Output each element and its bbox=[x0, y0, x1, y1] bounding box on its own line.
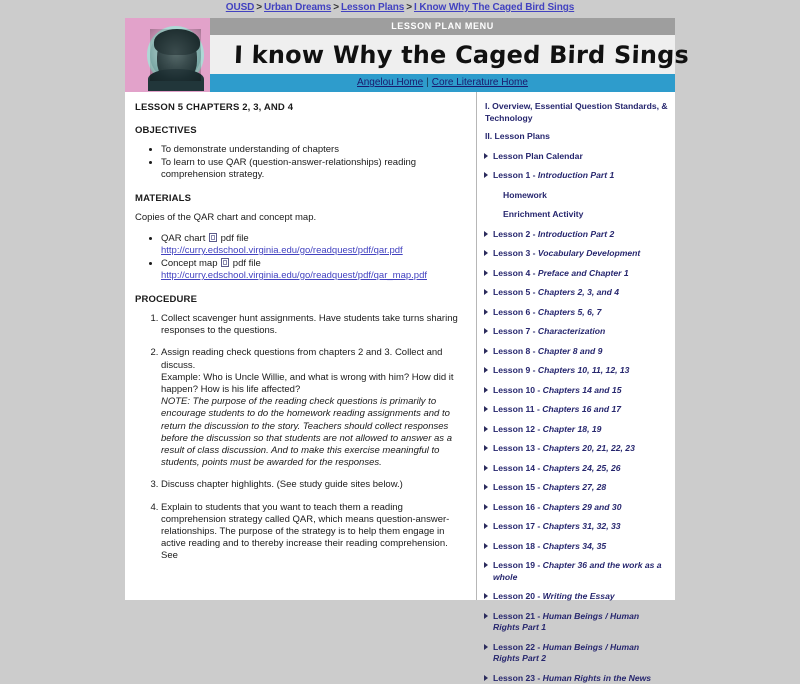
sidebar-item-lesson-3[interactable] bbox=[483, 248, 668, 260]
sidebar-item-lesson-18[interactable] bbox=[483, 541, 668, 553]
list-item: • To learn to use QAR (question-answer-relationships) reading comprehension strategy. bbox=[161, 157, 462, 181]
breadcrumb bbox=[0, 0, 800, 16]
sidebar-item-prefix: Lesson 12 - bbox=[493, 424, 543, 434]
list-item bbox=[161, 233, 462, 257]
sidebar-item-lesson-14[interactable] bbox=[483, 463, 668, 475]
sidebar-item-lesson-22[interactable] bbox=[483, 642, 668, 665]
triangle-bullet-icon bbox=[483, 365, 493, 373]
title-bar bbox=[210, 35, 675, 74]
sidebar-item-prefix: Lesson 23 - bbox=[493, 673, 543, 683]
procedure-list bbox=[135, 313, 462, 563]
sidebar-item-lesson-8[interactable] bbox=[483, 346, 668, 358]
site-shell bbox=[125, 18, 675, 600]
material-link-concept-map[interactable]: http://curry.edschool.virginia.edu/go/readquest/pdf/qar_map.pdf bbox=[161, 270, 427, 281]
sidebar-item-prefix: Lesson 15 - bbox=[493, 482, 543, 492]
triangle-bullet-icon bbox=[483, 521, 493, 529]
sidebar-item-label bbox=[493, 673, 651, 684]
sidebar-item-label bbox=[493, 463, 621, 475]
sidebar-item-title: Chapters 24, 25, 26 bbox=[543, 463, 621, 473]
breadcrumb-separator: > bbox=[331, 2, 341, 13]
sidebar-item-label bbox=[493, 424, 601, 436]
step-example: Example: Who is Uncle Willie, and what is wrong with him? How did it happen? How is his life affected? bbox=[161, 372, 454, 395]
sidebar-subitem-homework[interactable]: Homework bbox=[503, 190, 668, 202]
sidebar-item-label bbox=[493, 443, 635, 455]
sidebar-item-label bbox=[493, 326, 605, 338]
triangle-bullet-icon bbox=[483, 346, 493, 354]
pdf-file-icon bbox=[221, 258, 229, 267]
triangle-bullet-icon bbox=[483, 248, 493, 256]
objectives-heading: OBJECTIVES bbox=[135, 125, 462, 136]
sidebar-subitem-enrichment-activity[interactable]: Enrichment Activity bbox=[503, 209, 668, 221]
objectives-list bbox=[135, 144, 462, 181]
list-item bbox=[161, 347, 462, 469]
sidebar-item-prefix: Lesson 17 - bbox=[493, 521, 543, 531]
triangle-bullet-icon bbox=[483, 502, 493, 510]
sidebar-item-prefix: Lesson 20 - bbox=[493, 591, 543, 601]
sidebar-item-lesson-23[interactable] bbox=[483, 673, 668, 684]
sidebar-item-label bbox=[493, 229, 614, 241]
sidebar-item-label bbox=[493, 502, 621, 514]
sidebar-item-title: Human Beings / Human Rights Part 2 bbox=[493, 642, 639, 664]
triangle-bullet-icon bbox=[483, 541, 493, 549]
sidebar-item-lesson-4[interactable] bbox=[483, 268, 668, 280]
sidebar-item-title: Chapters 14 and 15 bbox=[543, 385, 622, 395]
sidebar-item-lesson-19[interactable] bbox=[483, 560, 668, 583]
breadcrumb-link-lesson-plans[interactable]: Lesson Plans bbox=[341, 2, 404, 13]
sidebar-item-lesson-7[interactable] bbox=[483, 326, 668, 338]
sidebar-item-lesson-9[interactable] bbox=[483, 365, 668, 377]
materials-list bbox=[135, 233, 462, 282]
sidebar-item-lesson-11[interactable] bbox=[483, 404, 668, 416]
breadcrumb-link-ousd[interactable]: OUSD bbox=[226, 2, 255, 13]
sidebar-item-title: Chapters 29 and 30 bbox=[543, 502, 622, 512]
material-type: pdf file bbox=[221, 233, 249, 244]
list-item bbox=[161, 313, 462, 337]
sidebar-item-prefix: Lesson 14 - bbox=[493, 463, 543, 473]
triangle-bullet-icon bbox=[483, 287, 493, 295]
sidebar-item-label bbox=[493, 560, 668, 583]
list-item bbox=[161, 479, 462, 491]
step-text: Assign reading check questions from chapters 2 and 3. Collect and discuss. bbox=[161, 347, 442, 370]
triangle-bullet-icon bbox=[483, 268, 493, 276]
triangle-bullet-icon bbox=[483, 404, 493, 412]
sidebar-item-title: Chapter 36 and the work as a whole bbox=[493, 560, 662, 582]
sidebar-item-prefix: Lesson 9 - bbox=[493, 365, 538, 375]
sidebar-item-title: Human Beings / Human Rights Part 1 bbox=[493, 611, 639, 633]
sidebar-item-lesson-12[interactable] bbox=[483, 424, 668, 436]
breadcrumb-separator: > bbox=[404, 2, 414, 13]
triangle-bullet-icon bbox=[483, 307, 493, 315]
materials-intro: Copies of the QAR chart and concept map. bbox=[135, 212, 462, 224]
sidebar-item-title: Chapters 5, 6, 7 bbox=[538, 307, 602, 317]
sidebar-item-lesson-10[interactable] bbox=[483, 385, 668, 397]
sidebar-item-prefix: Lesson 13 - bbox=[493, 443, 543, 453]
author-portrait-avatar bbox=[147, 26, 204, 84]
sidebar-item-label bbox=[493, 541, 606, 553]
sidebar-item-title: Chapters 31, 32, 33 bbox=[543, 521, 621, 531]
sidebar-item-title: Chapter 18, 19 bbox=[543, 424, 602, 434]
sidebar-item-title: Vocabulary Development bbox=[538, 248, 640, 258]
portrait-shading bbox=[150, 29, 201, 81]
sidebar-item-label bbox=[493, 170, 614, 182]
triangle-bullet-icon bbox=[483, 443, 493, 451]
sidebar-item-lesson-15[interactable] bbox=[483, 482, 668, 494]
sidebar-item-lesson-21[interactable] bbox=[483, 611, 668, 634]
sidebar-item-prefix: Lesson 4 - bbox=[493, 268, 538, 278]
sidebar-item-label bbox=[493, 268, 629, 280]
sidebar-item-lesson-20[interactable] bbox=[483, 591, 668, 603]
sidebar-section-lesson-plans: II. Lesson Plans bbox=[485, 131, 668, 143]
nav-link-core-literature-home[interactable]: Core Literature Home bbox=[432, 77, 528, 88]
sidebar-item-label bbox=[493, 642, 668, 665]
sidebar-item-prefix: Lesson 10 - bbox=[493, 385, 543, 395]
sidebar-item-title: Human Rights in the News bbox=[543, 673, 651, 683]
triangle-bullet-icon bbox=[483, 463, 493, 471]
sidebar-item-title: Characterization bbox=[538, 326, 605, 336]
sidebar-item-prefix: Lesson 16 - bbox=[493, 502, 543, 512]
triangle-bullet-icon bbox=[483, 424, 493, 432]
sidebar-item-label bbox=[493, 385, 621, 397]
sidebar-item-prefix: Lesson 2 - bbox=[493, 229, 538, 239]
sidebar-item-label bbox=[493, 482, 606, 494]
sidebar-item-title: Introduction Part 1 bbox=[538, 170, 614, 180]
step-text: Discuss chapter highlights. (See study guide sites below.) bbox=[161, 479, 403, 490]
sidebar-item-prefix: Lesson 11 - bbox=[493, 404, 542, 414]
sidebar-item-prefix: Lesson 6 - bbox=[493, 307, 538, 317]
breadcrumb-separator: > bbox=[254, 2, 264, 13]
step-see: See bbox=[161, 550, 178, 561]
step-text: Explain to students that you want to teach them a reading comprehension strategy called QAR, which means question-answer-relationships. The purpose of the strategy is to help them engage in active reading and to thereby increase their reading comprehension. bbox=[161, 502, 449, 550]
pdf-file-icon bbox=[209, 233, 217, 242]
material-link-qar-chart[interactable]: http://curry.edschool.virginia.edu/go/readquest/pdf/qar.pdf bbox=[161, 245, 403, 256]
sidebar-item-prefix: Lesson 19 - bbox=[493, 560, 543, 570]
nav-separator: | bbox=[423, 77, 432, 88]
sidebar-item-title: Writing the Essay bbox=[543, 591, 615, 601]
triangle-bullet-icon bbox=[483, 229, 493, 237]
list-item bbox=[161, 502, 462, 563]
sidebar-section-overview[interactable]: I. Overview, Essential Question Standards, & Technology bbox=[485, 101, 668, 124]
sidebar-item-lesson-17[interactable] bbox=[483, 521, 668, 533]
sidebar-item-title: Chapters 27, 28 bbox=[543, 482, 607, 492]
sidebar-item-title: Chapters 16 and 17 bbox=[542, 404, 621, 414]
sidebar-item-prefix: Lesson 7 - bbox=[493, 326, 538, 336]
sidebar-item-prefix: Lesson 21 - bbox=[493, 611, 543, 621]
sidebar-item-lesson-5[interactable] bbox=[483, 287, 668, 299]
sidebar-item-label bbox=[493, 611, 668, 634]
triangle-bullet-icon bbox=[483, 611, 493, 619]
sidebar-item-prefix: Lesson 5 - bbox=[493, 287, 538, 297]
sidebar-item-label bbox=[493, 365, 629, 377]
procedure-heading: PROCEDURE bbox=[135, 294, 462, 305]
list-item: • To demonstrate understanding of chapters bbox=[161, 144, 462, 156]
sidebar-item-lesson-6[interactable] bbox=[483, 307, 668, 319]
sidebar-item-label bbox=[493, 248, 640, 260]
lesson-plan-sidebar bbox=[477, 92, 674, 600]
sidebar-item-prefix: Lesson 8 - bbox=[493, 346, 538, 356]
sidebar-item-lesson-13[interactable] bbox=[483, 443, 668, 455]
list-item bbox=[161, 258, 462, 282]
material-label: QAR chart bbox=[161, 233, 205, 244]
sidebar-item-label bbox=[493, 591, 615, 603]
sidebar-item-label bbox=[493, 404, 621, 416]
triangle-bullet-icon bbox=[483, 482, 493, 490]
masthead-pink-panel bbox=[125, 18, 210, 92]
triangle-bullet-icon bbox=[483, 151, 493, 159]
sidebar-item-lesson-2[interactable] bbox=[483, 229, 668, 241]
main-content bbox=[125, 92, 477, 600]
sidebar-item-title: Preface and Chapter 1 bbox=[538, 268, 629, 278]
sidebar-item-title: Chapter 8 and 9 bbox=[538, 346, 602, 356]
breadcrumb-link-current-book[interactable]: I Know Why The Caged Bird Sings bbox=[414, 2, 574, 13]
triangle-bullet-icon bbox=[483, 642, 493, 650]
masthead bbox=[125, 18, 675, 92]
material-type: pdf file bbox=[233, 258, 261, 269]
material-label: Concept map bbox=[161, 258, 218, 269]
sidebar-item-prefix: Lesson 22 - bbox=[493, 642, 543, 652]
triangle-bullet-icon bbox=[483, 591, 493, 599]
page-title: I know Why the Caged Bird Sings bbox=[210, 41, 690, 69]
sidebar-item-label bbox=[493, 521, 621, 533]
sidebar-item-lesson-plan-calendar[interactable] bbox=[483, 151, 668, 163]
sidebar-item-prefix: Lesson 18 - bbox=[493, 541, 543, 551]
sidebar-item-lesson-1[interactable] bbox=[483, 170, 668, 182]
step-note: NOTE: The purpose of the reading check questions is primarily to encourage students to do the homework reading assignments and to return the discussion to the story. Teachers should collect responses before the discussion so that students are not allowed to answer as a result of class discussion. And to make this exercise meaningful to students, points must be awarded for the responses. bbox=[161, 396, 452, 468]
lesson-heading: LESSON 5 CHAPTERS 2, 3, AND 4 bbox=[135, 102, 462, 113]
sidebar-item-title: Chapters 10, 11, 12, 13 bbox=[538, 365, 630, 375]
sidebar-item-title: Introduction Part 2 bbox=[538, 229, 614, 239]
sidebar-item-prefix: Lesson 3 - bbox=[493, 248, 538, 258]
sidebar-item-label bbox=[493, 346, 602, 358]
triangle-bullet-icon bbox=[483, 385, 493, 393]
breadcrumb-link-urban-dreams[interactable]: Urban Dreams bbox=[264, 2, 331, 13]
secondary-nav bbox=[210, 74, 675, 92]
sidebar-item-title: Chapters 34, 35 bbox=[543, 541, 607, 551]
triangle-bullet-icon bbox=[483, 170, 493, 178]
lesson-plan-menu-bar: LESSON PLAN MENU bbox=[210, 18, 675, 35]
nav-link-angelou-home[interactable]: Angelou Home bbox=[357, 77, 423, 88]
sidebar-item-title: Chapters 2, 3, and 4 bbox=[538, 287, 619, 297]
sidebar-item-title: Chapters 20, 21, 22, 23 bbox=[543, 443, 635, 453]
materials-heading: MATERIALS bbox=[135, 193, 462, 204]
triangle-bullet-icon bbox=[483, 673, 493, 681]
triangle-bullet-icon bbox=[483, 560, 493, 568]
content-columns bbox=[125, 92, 675, 600]
sidebar-item-label: Lesson Plan Calendar bbox=[493, 151, 583, 163]
sidebar-item-lesson-16[interactable] bbox=[483, 502, 668, 514]
sidebar-item-label bbox=[493, 287, 619, 299]
triangle-bullet-icon bbox=[483, 326, 493, 334]
step-text: Collect scavenger hunt assignments. Have students take turns sharing responses to the questions. bbox=[161, 313, 458, 336]
sidebar-item-prefix: Lesson 1 - bbox=[493, 170, 538, 180]
sidebar-item-label bbox=[493, 307, 601, 319]
